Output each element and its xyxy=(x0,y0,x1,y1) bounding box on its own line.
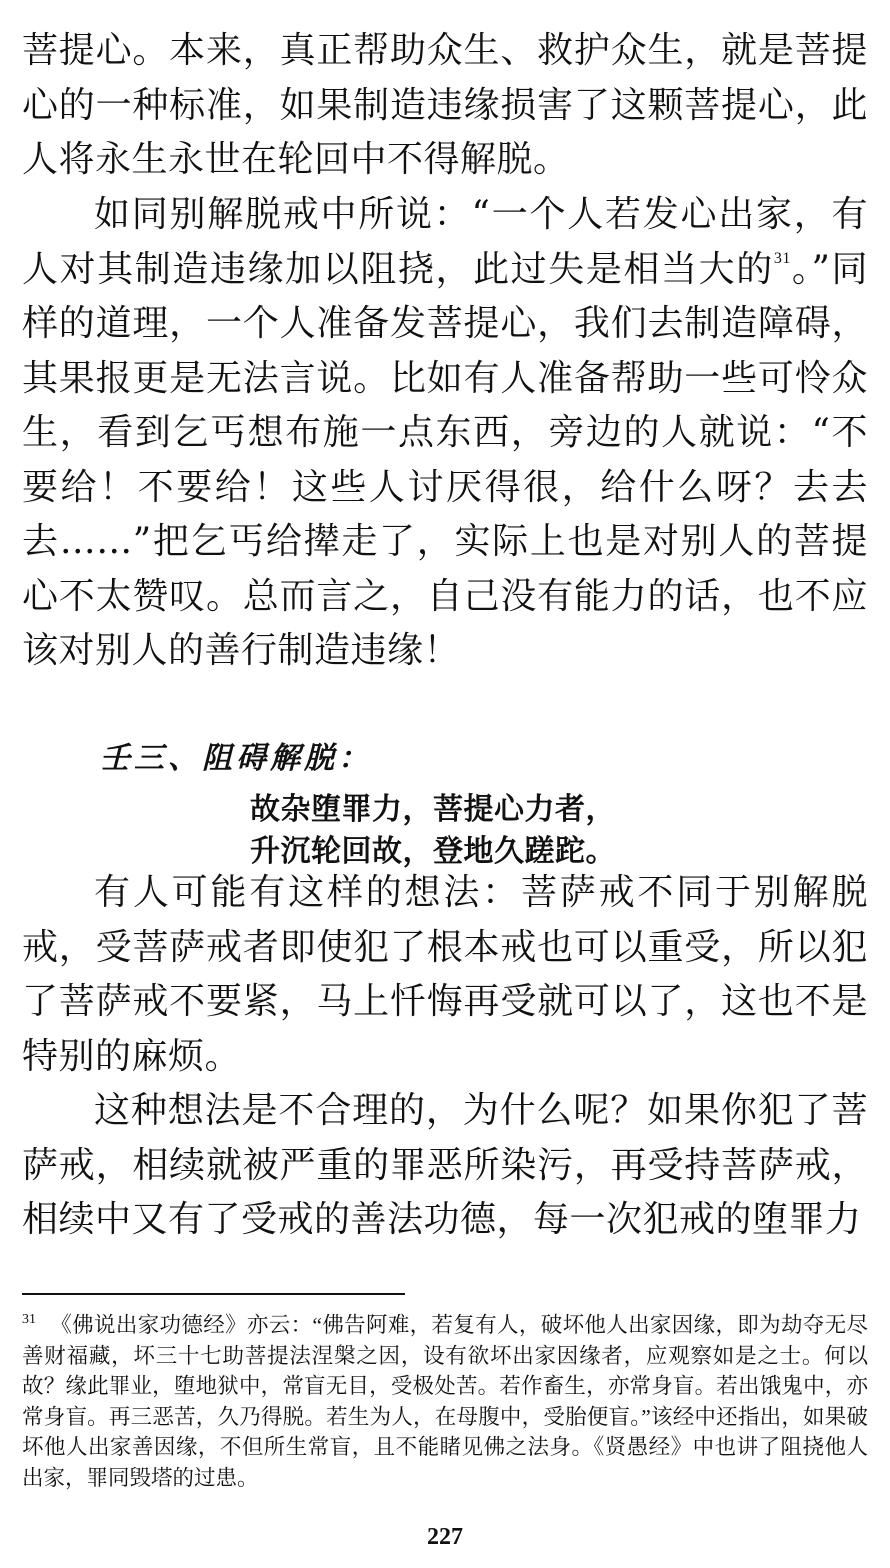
page-number: 227 xyxy=(427,1524,463,1550)
paragraph-obstruction-example xyxy=(22,188,868,679)
paragraph-text: 如同别解脱戒中所说：“一个人若发心出家，有人对其制造违缘加以阻挠，此过失是相当大的 xyxy=(22,194,868,290)
footnote-reference[interactable]: 31 xyxy=(773,249,791,267)
footnote-number: 31 xyxy=(22,1312,36,1327)
paragraph-text: 。”同样的道理，一个人准备发菩提心，我们去制造障碍，其果报更是无法言说。比如有人准备帮助一些可怜众生，看到乞丐想布施一点东西，旁边的人就说：“不要给！不要给！这些人讨厌得很，给什么呀？去去去……”把乞丐给撵走了，实际上也是对别人的菩提心不太赞叹。总而言之，自己没有能力的话，也不应该对别人的善行制造违缘！ xyxy=(22,248,868,671)
paragraph-objection xyxy=(22,866,868,1084)
footnote xyxy=(22,1310,868,1493)
paragraph-text: 菩提心。本来，真正帮助众生、救护众生，就是菩提心的一种标准，如果制造违缘损害了这颗菩提心，此人将永生永世在轮回中不得解脱。 xyxy=(22,30,868,180)
verse-line-2: 升沉轮回故，登地久蹉跎。 xyxy=(250,834,616,869)
verse-line-1: 故杂堕罪力，菩提心力者， xyxy=(250,792,616,827)
section-heading: 壬三、阻碍解脱： xyxy=(100,741,372,776)
paragraph-continued xyxy=(22,24,868,188)
paragraph-text: 这种想法是不合理的，为什么呢？如果你犯了菩萨戒，相续就被严重的罪恶所染污，再受持菩萨戒，相续中又有了受戒的善法功德，每一次犯戒的堕罪力 xyxy=(22,1090,868,1240)
footnote-text: 《佛说出家功德经》亦云：“佛告阿难，若复有人，破坏他人出家因缘，即为劫夺无尽善财福藏，坏三十七助菩提法涅槃之因，设有欲坏出家因缘者，应观察如是之士。何以故？缘此罪业，堕地狱中，常盲无目，受极处苦。若作畜生，亦常身盲。若出饿鬼中，亦常身盲。再三恶苦，久乃得脱。若生为人，在母腹中，受胎便盲。”该经中还指出，如果破坏他人出家善因缘，不但所生常盲，且不能睹见佛之法身。《贤愚经》中也讲了阻挠他人出家，罪同毁塔的过患。 xyxy=(22,1313,868,1490)
paragraph-text: 有人可能有这样的想法：菩萨戒不同于别解脱戒，受菩萨戒者即使犯了根本戒也可以重受，所以犯了菩萨戒不要紧，马上忏悔再受就可以了，这也不是特别的麻烦。 xyxy=(22,872,868,1077)
footnote-divider xyxy=(22,1293,405,1295)
paragraph-reply xyxy=(22,1084,868,1248)
